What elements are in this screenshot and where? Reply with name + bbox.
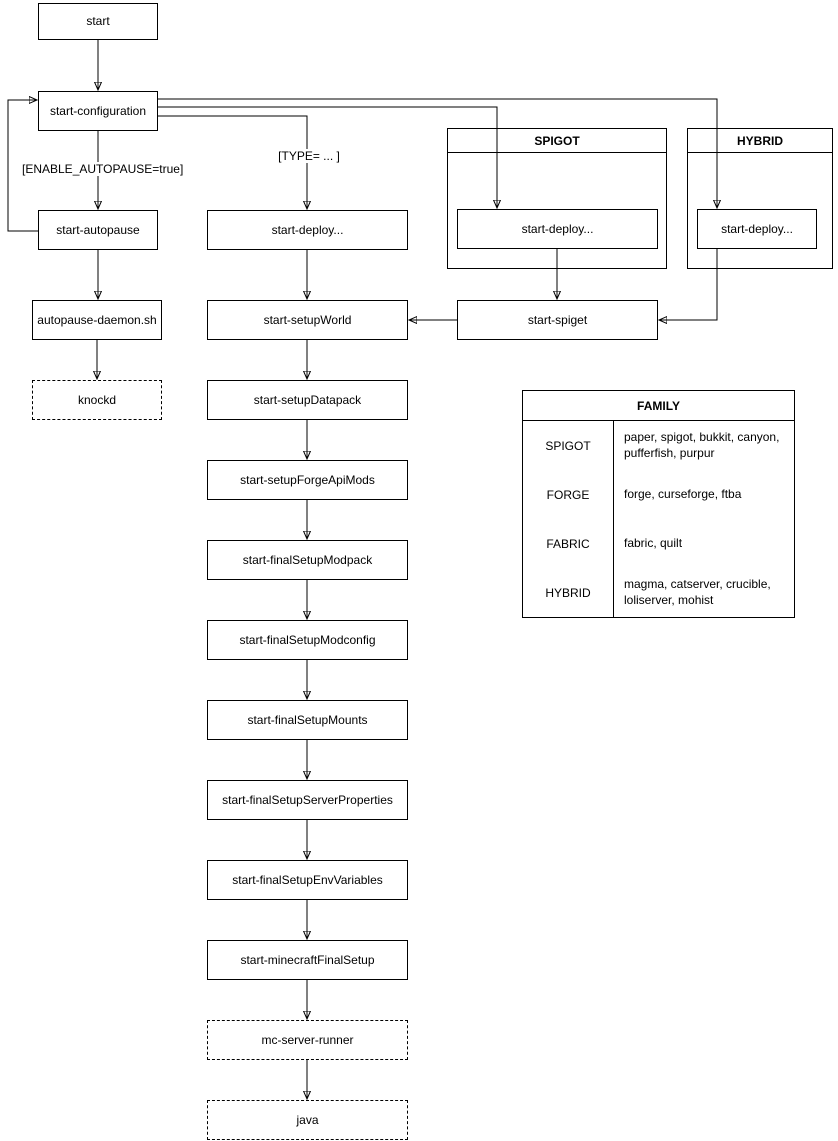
edge-label-enable-autopause: [ENABLE_AUTOPAUSE=true] [22, 162, 184, 176]
family-row-forge-name: FORGE [523, 470, 614, 519]
container-hybrid-title: HYBRID [688, 129, 832, 153]
family-table [522, 390, 795, 618]
family-table-title: FAMILY [523, 391, 794, 421]
node-start-setupforgeapimods: start-setupForgeApiMods [207, 460, 408, 500]
family-row-spigot-name: SPIGOT [523, 421, 614, 470]
node-start-setupworld: start-setupWorld [207, 300, 408, 340]
family-row-forge-members: forge, curseforge, ftba [624, 486, 742, 501]
node-start-finalsetupserverproperties: start-finalSetupServerProperties [207, 780, 408, 820]
node-java: java [207, 1100, 408, 1140]
node-mc-server-runner: mc-server-runner [207, 1020, 408, 1060]
node-spigot-start-deploy: start-deploy... [457, 209, 658, 249]
family-row-fabric-name: FABRIC [523, 519, 614, 568]
family-row-hybrid-members: magma, catserver, crucible, loliserver, mohist [624, 576, 771, 607]
family-row-spigot-members: paper, spigot, bukkit, canyon, pufferfish, purpur [624, 429, 780, 460]
container-spigot-title: SPIGOT [448, 129, 666, 153]
family-row-hybrid-name: HYBRID [523, 568, 614, 617]
node-autopause-daemon: autopause-daemon.sh [32, 300, 162, 340]
node-start: start [38, 3, 158, 40]
node-start-finalsetupmodpack: start-finalSetupModpack [207, 540, 408, 580]
node-start-deploy: start-deploy... [207, 210, 408, 250]
node-knockd: knockd [32, 380, 162, 420]
node-start-finalsetupenvvariables: start-finalSetupEnvVariables [207, 860, 408, 900]
node-start-setupdatapack: start-setupDatapack [207, 380, 408, 420]
node-start-minecraftfinalsetup: start-minecraftFinalSetup [207, 940, 408, 980]
node-hybrid-start-deploy: start-deploy... [697, 209, 817, 249]
node-start-spiget: start-spiget [457, 300, 658, 340]
node-start-autopause: start-autopause [38, 210, 158, 250]
node-start-finalsetupmounts: start-finalSetupMounts [207, 700, 408, 740]
node-start-configuration: start-configuration [38, 91, 158, 131]
family-row-fabric-members: fabric, quilt [624, 535, 683, 550]
node-start-finalsetupmodconfig: start-finalSetupModconfig [207, 620, 408, 660]
edge-label-type: [TYPE= ... ] [270, 149, 348, 163]
